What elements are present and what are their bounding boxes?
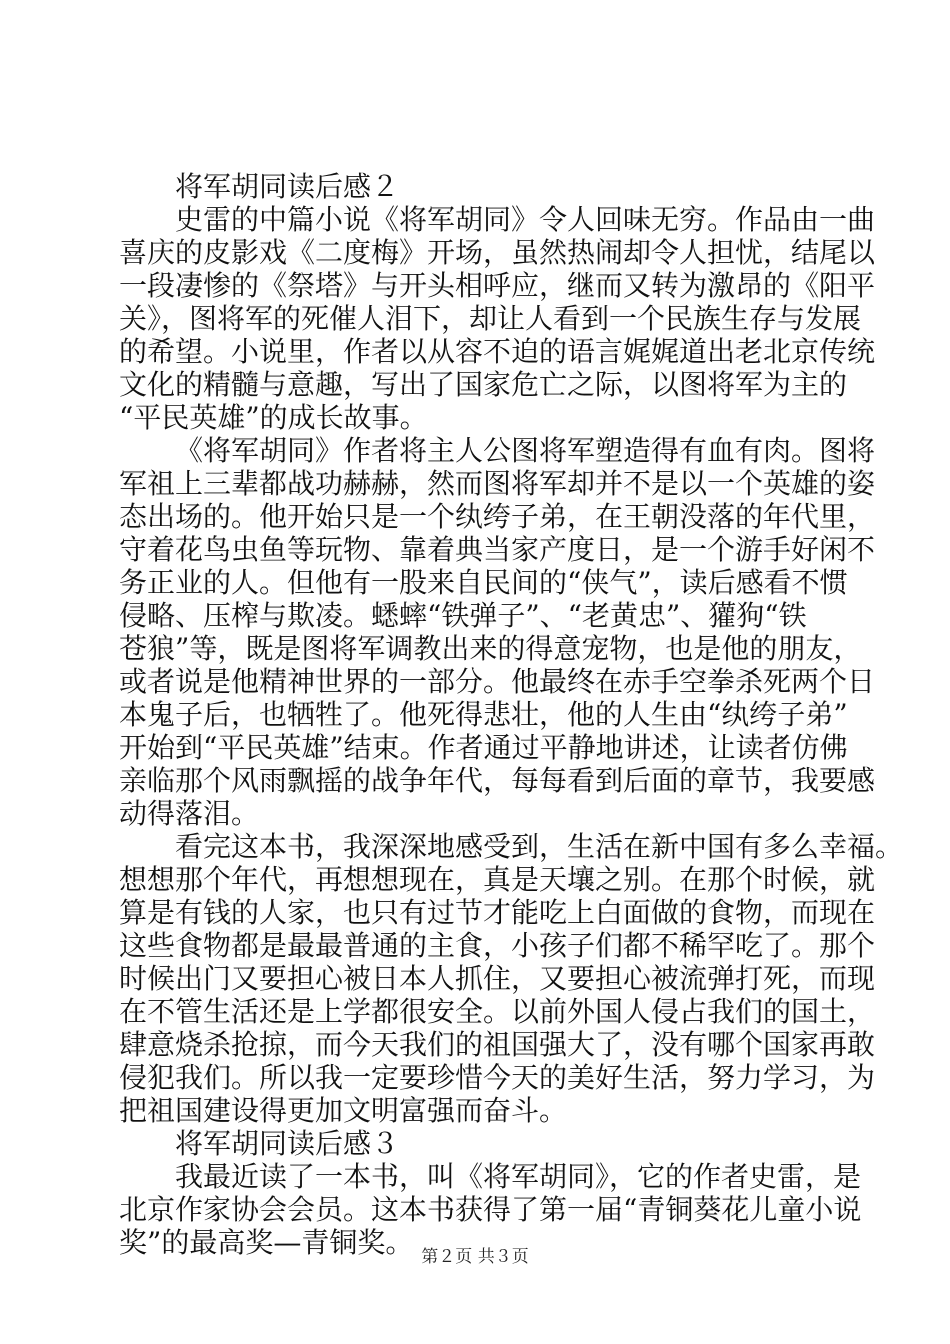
text-line: 亲临那个风雨飘摇的战争年代，每每看到后面的章节，我要感	[119, 764, 876, 797]
text-line: 侵犯我们。所以我一定要珍惜今天的美好生活，努力学习，为	[119, 1061, 876, 1094]
text-line: 史雷的中篇小说《将军胡同》令人回味无穷。作品由一曲	[175, 203, 876, 236]
text-line: 关》，图将军的死催人泪下，却让人看到一个民族生存与发展	[119, 302, 862, 335]
text-line: 的希望。小说里，作者以从容不迫的语言娓娓道出老北京传统	[119, 335, 876, 368]
text-line: 文化的精髓与意趣，写出了国家危亡之际，以图将军为主的	[119, 368, 848, 401]
text-line: 想想那个年代，再想想现在，真是天壤之别。在那个时候，就	[119, 863, 876, 896]
text-line: 本鬼子后，也牺牲了。他死得悲壮，他的人生由“纨绔子弟”	[119, 698, 848, 731]
text-line: 态出场的。他开始只是一个纨绔子弟，在王朝没落的年代里，	[119, 500, 876, 533]
text-line: 算是有钱的人家，也只有过节才能吃上白面做的食物，而现在	[119, 896, 876, 929]
page-footer: 第２页 共３页	[421, 1247, 529, 1267]
text-line: 苍狼”等，既是图将军调教出来的得意宠物，也是他的朋友，	[119, 632, 862, 665]
text-line: 动得落泪。	[119, 797, 260, 830]
text-line: 侵略、压榨与欺凌。蟋蟀“铁弹子”、“老黄忠”、獾狗“铁	[119, 599, 807, 632]
text-line: 在不管生活还是上学都很安全。以前外国人侵占我们的国土，	[119, 995, 876, 1028]
text-line: 务正业的人。但他有一股来自民间的“侠气”，读后感看不惯	[119, 566, 848, 599]
text-line: 或者说是他精神世界的一部分。他最终在赤手空拳杀死两个日	[119, 665, 876, 698]
document-body	[119, 170, 904, 1259]
text-line: 奖”的最高奖—青铜奖。	[119, 1226, 414, 1259]
text-line: “平民英雄”的成长故事。	[119, 401, 428, 434]
text-line: 开始到“平民英雄”结束。作者通过平静地讲述，让读者仿佛	[119, 731, 848, 764]
text-line: 这些食物都是最最普通的主食，小孩子们都不稀罕吃了。那个	[119, 929, 876, 962]
text-line: 将军胡同读后感３	[175, 1127, 400, 1160]
text-line: 看完这本书，我深深地感受到，生活在新中国有多么幸福。	[175, 830, 904, 863]
text-line: 将军胡同读后感２	[175, 170, 400, 203]
text-line: 肆意烧杀抢掠，而今天我们的祖国强大了，没有哪个国家再敢	[119, 1028, 876, 1061]
text-line: 北京作家协会会员。这本书获得了第一届“青铜葵花儿童小说	[119, 1193, 862, 1226]
text-line: 一段凄惨的《祭塔》与开头相呼应，继而又转为激昂的《阳平	[119, 269, 876, 302]
text-line: 我最近读了一本书，叫《将军胡同》，它的作者史雷，是	[175, 1160, 862, 1193]
text-line: 《将军胡同》作者将主人公图将军塑造得有血有肉。图将	[175, 434, 876, 467]
text-line: 军祖上三辈都战功赫赫，然而图将军却并不是以一个英雄的姿	[119, 467, 876, 500]
text-line: 喜庆的皮影戏《二度梅》开场，虽然热闹却令人担忧，结尾以	[119, 236, 876, 269]
text-line: 把祖国建设得更加文明富强而奋斗。	[119, 1094, 568, 1127]
text-line: 守着花鸟虫鱼等玩物、靠着典当家产度日，是一个游手好闲不	[119, 533, 876, 566]
text-line: 时候出门又要担心被日本人抓住，又要担心被流弹打死，而现	[119, 962, 876, 995]
